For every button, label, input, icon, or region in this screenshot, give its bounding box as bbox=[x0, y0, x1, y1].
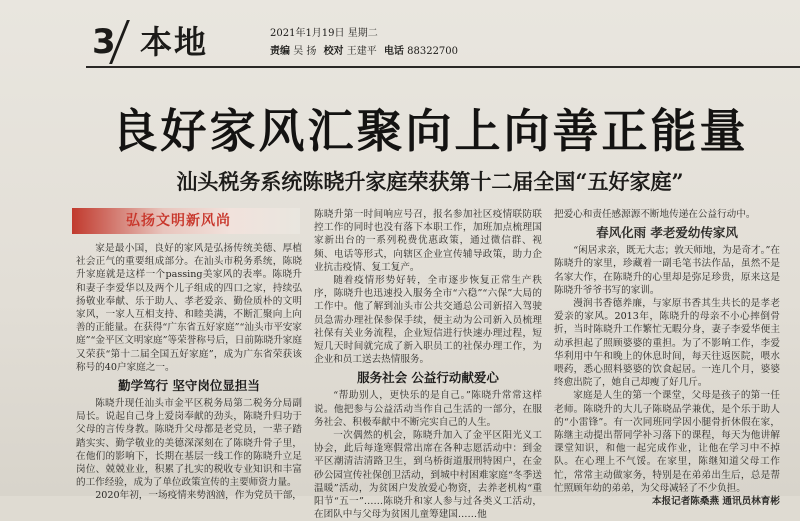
editor-name: 吴 扬 bbox=[293, 46, 317, 57]
paragraph: 一次偶然的机会，陈晓升加入了金平区阳光义工协会，此后每逢寒假常出席在各种志愿活动中：到金平区潮清洁清路卫生，到乌桥街道服刑特困户，在金砂公园宣传社保创卫活动，到城中村困难家庭“冬季送温暖”活动，为贫困户发放爱心物资，去养老机构“重阳节“五一”……陈晓升和家人参与过各类义工活动，在团队中与父母为贫困儿童筹建国……他 bbox=[314, 430, 542, 521]
phone-number: 88322700 bbox=[407, 46, 459, 57]
phone-label: 电话 bbox=[383, 46, 404, 57]
issue-date: 2021年1月19日 星期二 bbox=[270, 28, 378, 39]
editorial-credits bbox=[270, 45, 458, 58]
editor-label: 责编 bbox=[270, 46, 290, 57]
paragraph: 陈晓升第一时间响应号召，报名参加社区疫情联防联控工作的同时也没有落下本职工作，加班加点梳理国家新出台的一系列税费优惠政策，通过微信群、视频、电话等形式，向辖区企业宣传辅导政策，助力企业抗击疫情、复工复产。 bbox=[314, 209, 542, 273]
paragraph: 陈晓升现任汕头市金平区税务局第二税务分局副局长。说起自己身上爱岗奉献的劲头，陈晓升归功于父母的言传身教。陈晓升父母都是老党员，一辈子踏踏实实、勤学敬业的美德深深刻在了陈晓升骨子里，在他们的影响下，长期在基层一线工作的陈晓升立足岗位、兢兢业业，积累了扎实的税收专业知识和丰富的工作经验，成为了单位政策宣传的主要师资力量。 bbox=[76, 398, 302, 489]
paragraph: 漫润书香德养廉，与家原书香其生共长的是孝老爱亲的家风。2013年，陈晓升的母亲不小心摔倒骨折，当时陈晓升工作繁忙无暇分身，妻子李爱华便主动承担起了照顾婆婆的重担。为了不影响工作，李爱华利用中午和晚上的休息时间，每天往返医院，喂水喂药，悉心照料婆婆的饮食起居。一连几个月，婆婆终愈出院了，她自己却瘦了好几斤。 bbox=[554, 298, 780, 389]
article-column-3 bbox=[554, 208, 780, 508]
column-subheading: 春风化雨 孝老爱幼传家风 bbox=[596, 225, 738, 241]
column-subheading: 服务社会 公益行动献爱心 bbox=[357, 370, 499, 386]
paragraph: 随着疫情形势好转，全市逐步恢复正常生产秩序，陈晓升也迅速投入服务全市“六稳”“六保”大局的工作中。他了解到汕头市公共交通总公司新招入驾驶员急需办理社保参保手续，便主动为公司新入员梳理社保有关业务流程，企业短信进行快速办理过程，短短几天时间就完成了新入职员工的社保办理工作，为企业和员工送去热情服务。 bbox=[314, 275, 542, 366]
paragraph: 把爱心和责任感源源不断地传递在公益行动中。 bbox=[554, 209, 756, 220]
paragraph: “闲居求亲，既无大志；敦天师地，为是奇才。”在陈晓升的家里，珍藏着一副毛笔书法作品，虽然不是名家大作，在陈晓升的心里却是弥足珍贵，原来这是陈晓升爷爷书写的家训。 bbox=[554, 245, 780, 296]
section-banner-text: 弘扬文明新风尚 bbox=[126, 213, 231, 229]
paragraph: 家是最小国，良好的家风是弘扬传统美德、厚植社会正气的重要组成部分。在汕头市税务系统，陈晓升家庭就是这样一个passing美家风的表率。陈晓升和妻子李爱华以及两个儿子组成的四口之家，持续弘扬敬业奉献、乐于助人、孝老爱亲、勤俭质朴的文明家风，一家人互相支持、和睦美满，不断汇聚向上向善的正能量。在获得“广东省五好家庭”“汕头市平安家庭”“金平区文明家庭”等荣誉称号后，日前陈晓升家庭又荣获“第十二届全国五好家庭”，成为广东省荣获该称号的40户家庭之一。 bbox=[76, 243, 302, 373]
page-number: 3 bbox=[92, 22, 116, 62]
article-column-2 bbox=[314, 208, 542, 521]
article-column-1 bbox=[76, 242, 302, 502]
section-name: 本地 bbox=[140, 23, 209, 61]
article-subheadline: 汕头税务系统陈晓升家庭荣获第十二届全国“五好家庭” bbox=[176, 169, 684, 194]
paragraph: 2020年初，一场疫情来势汹汹，作为党员干部， bbox=[95, 490, 302, 502]
proofreader-label: 校对 bbox=[323, 46, 344, 57]
article-byline: 本报记者陈桑燕 通讯员林育彬 bbox=[651, 496, 780, 508]
paragraph: “帮助别人，更快乐的是自己。”陈晓升常常这样说。他把参与公益活动当作自己生活的一部分，在服务社会、积极奉献中不断完实自己的人生。 bbox=[314, 390, 542, 428]
section-banner bbox=[72, 208, 300, 234]
paragraph: 家庭是人生的第一个课堂，父母是孩子的第一任老师。陈晓升的大儿子陈晓品学兼优，是个乐于助人的“小雷锋”。有一次同班同学因小腿骨折休假在家，陈继主动提出帮同学补习落下的课程，每天为他讲解课堂知识，和他一起完成作业，让他在学习中不掉队。在心理上不气馁。在家里，陈继知道父母工作忙，常常主动做家务，特别是在弟弟出生后，总是帮忙照顾年幼的弟弟，为父母减轻了不少负担。 bbox=[554, 390, 780, 494]
article-headline: 良好家风汇聚向上向善正能量 bbox=[111, 104, 749, 158]
proofreader-name: 王建平 bbox=[346, 46, 377, 57]
column-subheading: 勤学笃行 坚守岗位显担当 bbox=[118, 378, 260, 394]
masthead-rule bbox=[86, 66, 800, 68]
